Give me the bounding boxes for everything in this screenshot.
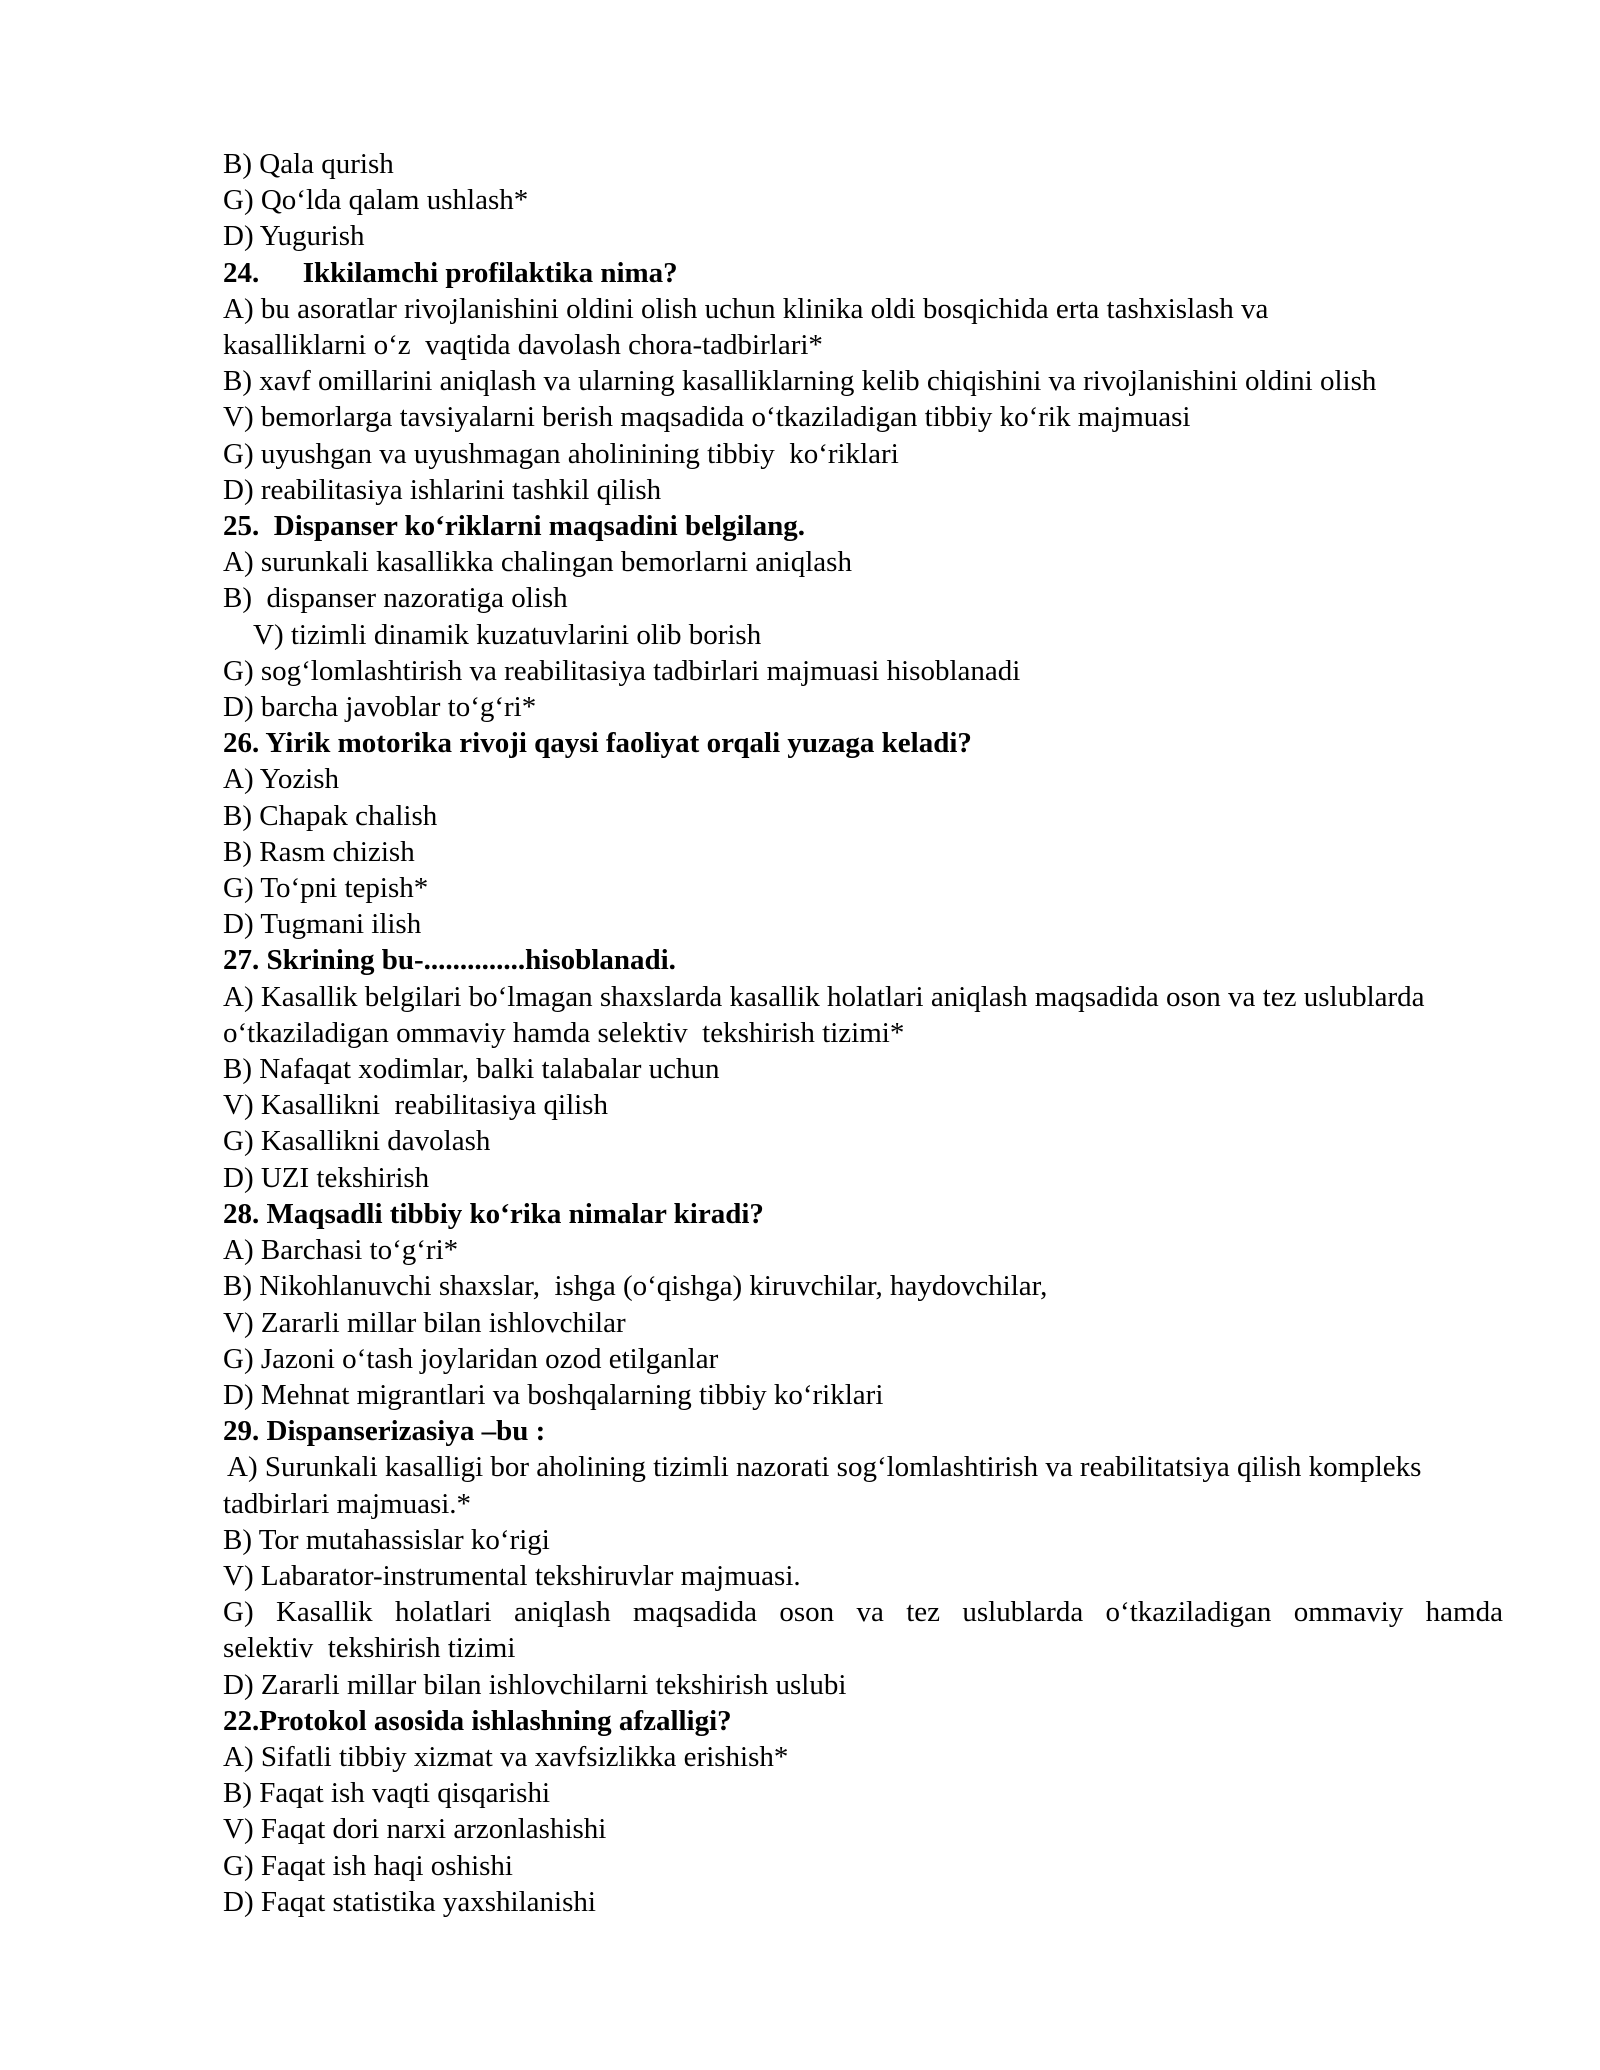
- answer-option: B) xavf omillarini aniqlash va ularning kasalliklarning kelib chiqishini va rivojlanishini oldini olish: [223, 365, 1377, 398]
- answer-option: A) Kasallik belgilari bo‘lmagan shaxslarda kasallik holatlari aniqlash maqsadida oson va tez uslublarda: [223, 980, 1425, 1013]
- answer-option: A) Surunkali kasalligi bor aholining tizimli nazorati sog‘lomlashtirish va reabilitatsiya qilish kompleks: [227, 1451, 1422, 1484]
- answer-option: A) Barchasi to‘g‘ri*: [223, 1234, 459, 1267]
- answer-option: G) Faqat ish haqi oshishi: [223, 1849, 513, 1882]
- answer-option: G) To‘pni tepish*: [223, 872, 429, 905]
- answer-option: G) Qo‘lda qalam ushlash*: [223, 184, 529, 217]
- answer-option: D) Faqat statistika yaxshilanishi: [223, 1885, 596, 1918]
- answer-option: A) surunkali kasallikka chalingan bemorlarni aniqlash: [223, 546, 852, 579]
- answer-option: V) Kasallikni reabilitasiya qilish: [223, 1089, 608, 1122]
- answer-option: D) Yugurish: [223, 220, 365, 253]
- answer-option: A) Sifatli tibbiy xizmat va xavfsizlikka erishish*: [223, 1740, 789, 1773]
- answer-option: B) Rasm chizish: [223, 835, 415, 868]
- answer-option: G) sog‘lomlashtirish va reabilitasiya tadbirlari majmuasi hisoblanadi: [223, 654, 1021, 687]
- answer-option-continuation: o‘tkaziladigan ommaviy hamda selektiv tekshirish tizimi*: [223, 1016, 905, 1049]
- answer-option: B) Qala qurish: [223, 148, 394, 180]
- answer-option: V) tizimli dinamik kuzatuvlarini olib borish: [253, 618, 762, 651]
- answer-option: D) barcha javoblar to‘g‘ri*: [223, 691, 537, 724]
- question-25-heading: 25. Dispanser ko‘riklarni maqsadini belgilang.: [223, 510, 805, 543]
- answer-option: G) Kasallikni davolash: [223, 1125, 491, 1158]
- answer-option: V) Zararli millar bilan ishlovchilar: [223, 1306, 626, 1339]
- answer-option: B) Nafaqat xodimlar, balki talabalar uchun: [223, 1053, 720, 1086]
- answer-option: B) Chapak chalish: [223, 799, 438, 832]
- question-29-heading: 29. Dispanserizasiya –bu :: [223, 1415, 546, 1448]
- question-list: [223, 146, 1503, 1920]
- answer-option: D) Tugmani ilish: [223, 908, 422, 941]
- answer-option: G) uyushgan va uyushmagan aholinining tibbiy ko‘riklari: [223, 437, 899, 470]
- answer-option: A) Yozish: [223, 763, 340, 796]
- answer-option: V) bemorlarga tavsiyalarni berish maqsadida o‘tkaziladigan tibbiy ko‘rik majmuasi: [223, 401, 1191, 434]
- answer-option: V) Faqat dori narxi arzonlashishi: [223, 1813, 607, 1846]
- question-24-heading: 24. Ikkilamchi profilaktika nima?: [223, 256, 678, 289]
- answer-option: B) Faqat ish vaqti qisqarishi: [223, 1777, 551, 1810]
- answer-option: B) dispanser nazoratiga olish: [223, 582, 568, 615]
- answer-option: B) Nikohlanuvchi shaxslar, ishga (o‘qishga) kiruvchilar, haydovchilar,: [223, 1270, 1048, 1303]
- answer-option: D) Zararli millar bilan ishlovchilarni tekshirish uslubi: [223, 1668, 847, 1701]
- question-28-heading: 28. Maqsadli tibbiy ko‘rika nimalar kiradi?: [223, 1197, 764, 1230]
- answer-option: G) Kasallik holatlari aniqlash maqsadida oson va tez uslublarda o‘tkaziladigan ommaviy hamda: [223, 1596, 1503, 1629]
- question-26-heading: 26. Yirik motorika rivoji qaysi faoliyat orqali yuzaga keladi?: [223, 727, 972, 760]
- answer-option-continuation: tadbirlari majmuasi.*: [223, 1487, 472, 1520]
- question-22-heading: 22.Protokol asosida ishlashning afzalligi?: [223, 1704, 732, 1737]
- answer-option: A) bu asoratlar rivojlanishini oldini olish uchun klinika oldi bosqichida erta tashxislash va: [223, 292, 1269, 325]
- answer-option: B) Tor mutahassislar ko‘rigi: [223, 1523, 550, 1556]
- answer-option: D) reabilitasiya ishlarini tashkil qilish: [223, 473, 662, 506]
- answer-option: D) UZI tekshirish: [223, 1161, 430, 1194]
- question-27-heading: 27. Skrining bu-..............hisoblanadi.: [223, 944, 676, 977]
- answer-option-continuation: selektiv tekshirish tizimi: [223, 1632, 516, 1665]
- answer-option: V) Labarator-instrumental tekshiruvlar majmuasi.: [223, 1559, 801, 1592]
- answer-option: D) Mehnat migrantlari va boshqalarning tibbiy ko‘riklari: [223, 1378, 884, 1411]
- answer-option-continuation: kasalliklarni o‘z vaqtida davolash chora-tadbirlari*: [223, 329, 823, 362]
- answer-option: G) Jazoni o‘tash joylaridan ozod etilganlar: [223, 1342, 719, 1375]
